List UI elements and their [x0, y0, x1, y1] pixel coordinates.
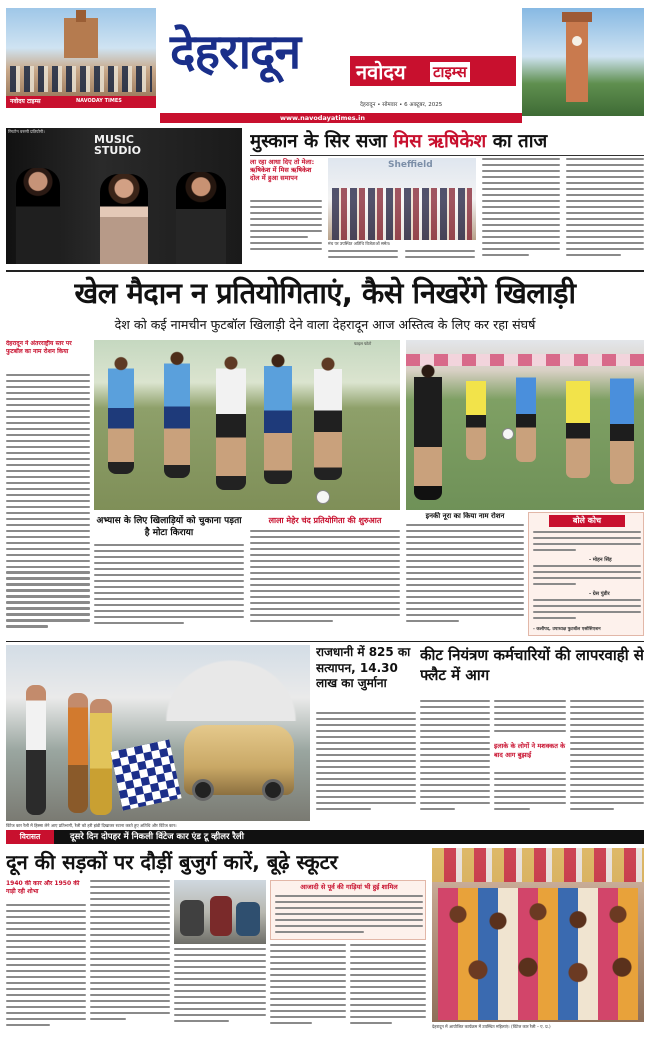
- women-event-photo: [432, 848, 644, 1022]
- pest-text-col2: [494, 700, 566, 740]
- lead-text-col4: [406, 524, 524, 636]
- photo-caption: रिंगटोन वरुणी प्रतियोगी।: [8, 129, 45, 134]
- pest-text-col3: [494, 772, 566, 822]
- headline-prefix: मुस्कान के सिर सजा: [250, 131, 387, 152]
- miss-rishikesh-caption: मंच पर उपस्थित अतिथि विजेताओं समेत।: [328, 241, 391, 246]
- lead-sub3: इनकी नूरा का किया नाम रोशन: [425, 512, 505, 520]
- photo-banner: Sheffield: [388, 160, 433, 170]
- miss-rishikesh-text-col4: [482, 158, 560, 264]
- miss-rishikesh-text-col2: [328, 250, 398, 264]
- masthead-brand-suffix: टाइम्स: [430, 62, 470, 82]
- rally-inner-box: [270, 880, 426, 940]
- lead-deck: देश को कई नामचीन फुटबॉल खिलाड़ी देने वाला देहरादून आज अस्तित्व के लिए कर रहा संघर्ष: [114, 317, 536, 332]
- pest-text-col1: [420, 700, 490, 822]
- coach-box: [528, 512, 644, 636]
- rally-strip-headline: दूसरे दिन दोपहर में निकली विंटेज कार एंड टू व्हीलर रैली: [70, 832, 244, 842]
- quote1-author: - मोहन सिंह: [589, 557, 612, 563]
- lead-headline: खेल मैदान न प्रतियोगिताएं, कैसे निखरेंगे खिलाड़ी: [74, 276, 576, 310]
- lead-sub1: अभ्यास के लिए खिलाड़ियों को चुकाना पड़ता है मोटा किराया: [96, 516, 242, 538]
- lead-text-col2: [94, 544, 244, 636]
- pest-headline: कीट नियंत्रण कर्मचारियों की लापरवाही से फ्लैट में आग: [420, 646, 644, 684]
- masthead-website[interactable]: www.navodayatimes.in: [280, 114, 365, 122]
- masthead-left-tag: नवोदय टाइम्स: [10, 98, 41, 105]
- miss-rishikesh-headline: [250, 128, 644, 154]
- headline-suffix: का ताज: [492, 131, 548, 152]
- quote2-author: - ग्रेस पुंडीर: [589, 591, 610, 597]
- miss-rishikesh-text-col3: [405, 250, 475, 264]
- rally-kicker: विरासत: [6, 830, 54, 844]
- rally-headline: दून की सड़कों पर दौड़ीं बुजुर्ग कारें, बूढ़े स्कूटर: [6, 850, 338, 874]
- football-photo-2: [406, 340, 644, 510]
- lead-text-col1: [6, 374, 90, 636]
- miss-rishikesh-text-col1: [250, 200, 322, 264]
- football-photo-1: [94, 340, 400, 510]
- masthead-dateline: देहरादून • सोमवार • 6 अक्टूबर, 2025: [360, 102, 443, 108]
- music-studio-banner: MUSIC STUDIO: [94, 133, 141, 157]
- rally-left-kicker: 1940 की कार और 1950 की गाड़ी रही शोभा: [6, 880, 80, 895]
- lead-sub2: लाला मेहेर चंद प्रतियोगिता की शुरुआत: [268, 516, 382, 525]
- coach-box-title: बोले कोच: [549, 515, 625, 527]
- rally-text-col4: [270, 944, 346, 1036]
- masthead-left-tag-en: NAVODAY TIMES: [76, 98, 122, 104]
- music-studio-photo: [6, 128, 242, 264]
- rally-photo: [174, 880, 266, 944]
- women-event-caption: देहरादून में आयोजित कार्यक्रम में उपस्थित महिलाएं। (विंटेज कार रैली – ए. प्र.): [432, 1024, 551, 1029]
- masthead-left-photo: [6, 8, 156, 108]
- vintage-car-caption: विंटेज कार रैली में हिस्सा लेने आए प्रतिभागी, रैली को हरी झंडी दिखाकर रवाना करते हुए अतिथि और विंटेज कार।: [6, 823, 177, 828]
- pest-sidebar-kicker: इलाके के लोगों ने मशक्कत के बाद आग बुझाई: [494, 742, 566, 759]
- headline-red: मिस ऋषिकेश: [393, 131, 487, 152]
- vintage-car-photo: [6, 645, 310, 821]
- miss-rishikesh-text-col5: [566, 158, 644, 264]
- fine-text-col1: [316, 712, 416, 822]
- masthead-brand-text: नवोदय: [356, 60, 406, 84]
- quote3-author: - कलीपद, उपाध्यक्ष फुटबॉल एसोसिएशन: [533, 627, 601, 632]
- rally-inner-kicker: आजादी से पूर्व की गाड़ियां भी हुई शामिल: [300, 883, 398, 891]
- lead-text-col3: [250, 530, 400, 636]
- miss-rishikesh-photo: [328, 158, 476, 240]
- fine-headline: राजधानी में 825 का सत्यापन, 14.30 लाख का जुर्माना: [316, 645, 411, 690]
- masthead-title: देहरादून: [170, 24, 301, 80]
- masthead-right-photo: [522, 8, 644, 116]
- miss-rishikesh-subhead: ला रहा आधा दिए तो मेला: ऋषिकेश में मिस ऋषिकेश दोल में हुआ समापन: [250, 158, 315, 182]
- photo-credit: फाइल फोटो: [354, 341, 372, 346]
- lead-side-kicker: देहरादून ने अंतरराष्ट्रीय स्तर पर फुटबॉल का नाम रोशन किया: [6, 340, 72, 355]
- rally-text-col5: [350, 944, 426, 1036]
- rally-text-col2: [90, 880, 170, 1036]
- rally-text-col3: [174, 948, 266, 1036]
- pest-text-col4: [570, 700, 644, 822]
- rally-text-col1: [6, 904, 86, 1036]
